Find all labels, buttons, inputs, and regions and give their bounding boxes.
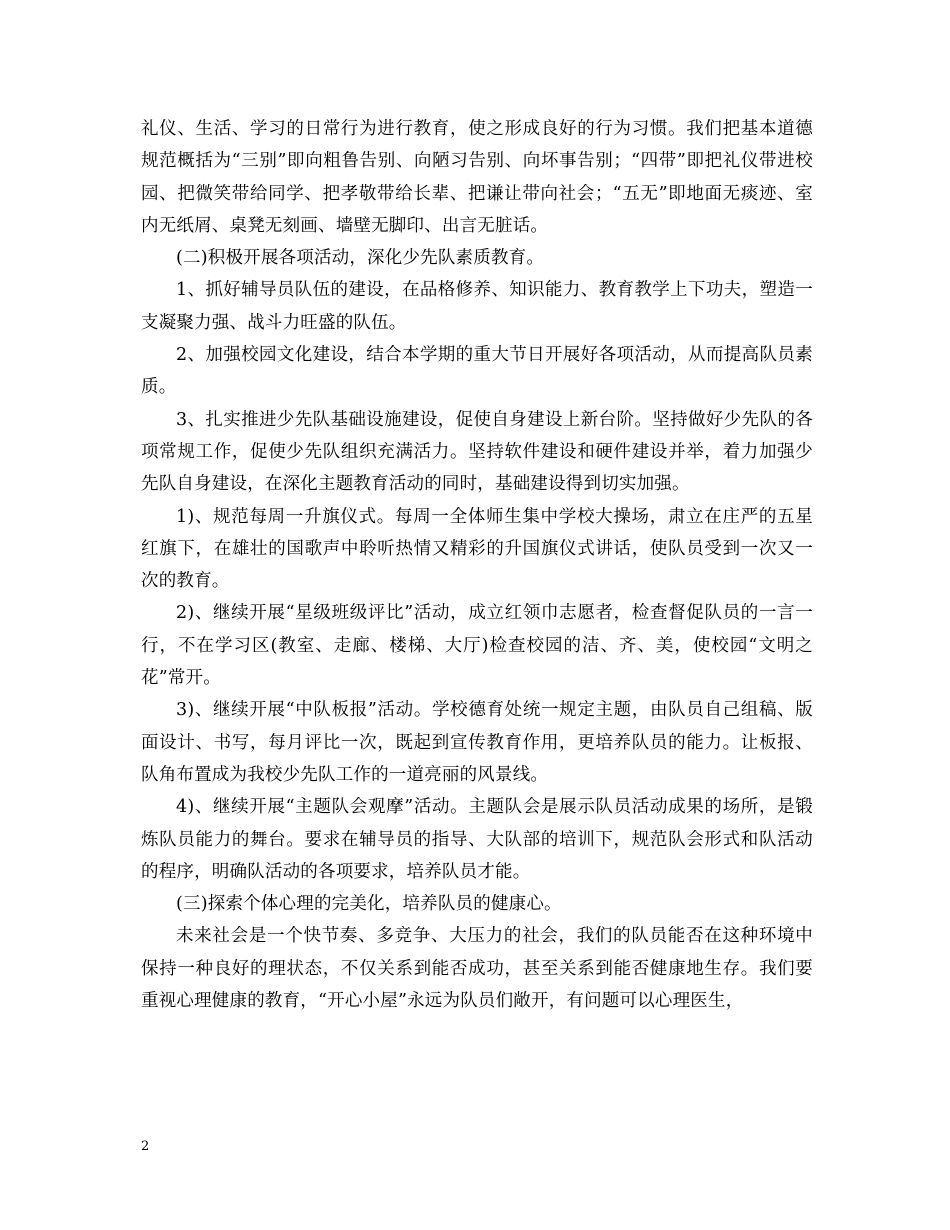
paragraph-subitem-2: 2)、继续开展“星级班级评比”活动，成立红领巾志愿者，检查督促队员的一言一行，不在学习区(教室、走廊、楼梯、大厅)检查校园的洁、齐、美，使校园“文明之花”常开。 [141,603,813,689]
paragraph-item-2: 2、加强校园文化建设，结合本学期的重大节日开展好各项活动，从而提高队员素质。 [141,345,813,398]
heading-section-2: (二)积极开展各项活动，深化少先队素质教育。 [176,248,545,269]
page-number: 2 [141,1139,150,1154]
paragraph-item-3: 3、扎实推进少先队基础设施建设，促使自身建设上新台阶。坚持做好少先队的各项常规工作，促使少先队组织充满活力。坚持软件建设和硬件建设并举，着力加强少先队自身建设，在深化主题教育活动的同时，基础建设得到切实加强。 [141,409,813,495]
paragraph-subitem-1: 1)、规范每周一升旗仪式。每周一全体师生集中学校大操场，肃立在庄严的五星红旗下，在雄壮的国歌声中聆听热情又精彩的升国旗仪式讲话，使队员受到一次又一次的教育。 [141,506,813,592]
document-body [141,113,813,1017]
paragraph-subitem-4: 4)、继续开展“主题队会观摩”活动。主题队会是展示队员活动成果的场所，是锻炼队员能力的舞台。要求在辅导员的指导、大队部的培训下，规范队会形式和队活动的程序，明确队活动的各项要求，培养队员才能。 [141,797,813,882]
paragraph-item-1: 1、抓好辅导员队伍的建设，在品格修养、知识能力、教育教学上下功夫，塑造一支凝聚力强、战斗力旺盛的队伍。 [141,280,813,333]
paragraph-mental-health: 未来社会是一个快节奏、多竞争、大压力的社会，我们的队员能否在这种环境中保持一种良好的理状态，不仅关系到能否成功，甚至关系到能否健康地生存。我们要重视心理健康的教育，“开心小屋”永远为队员们敞开，有问题可以心理医生， [141,926,813,1012]
paragraph-subitem-3: 3)、继续开展“中队板报”活动。学校德育处统一规定主题，由队员自己组稿、版面设计、书写，每月评比一次，既起到宣传教育作用，更培养队员的能力。让板报、队角布置成为我校少先队工作的一道亮丽的风景线。 [141,700,813,785]
paragraph-etiquette-norms: 礼仪、生活、学习的日常行为进行教育，使之形成良好的行为习惯。我们把基本道德规范概括为“三别”即向粗鲁告别、向陋习告别、向坏事告别；“四带”即把礼仪带进校园、把微笑带给同学、把孝敬带给长辈、把谦让带向社会；“五无”即地面无痰迹、室内无纸屑、桌凳无刻画、墙壁无脚印、出言无脏话。 [141,119,813,236]
heading-section-3: (三)探索个体心理的完美化，培养队员的健康心。 [176,894,562,915]
